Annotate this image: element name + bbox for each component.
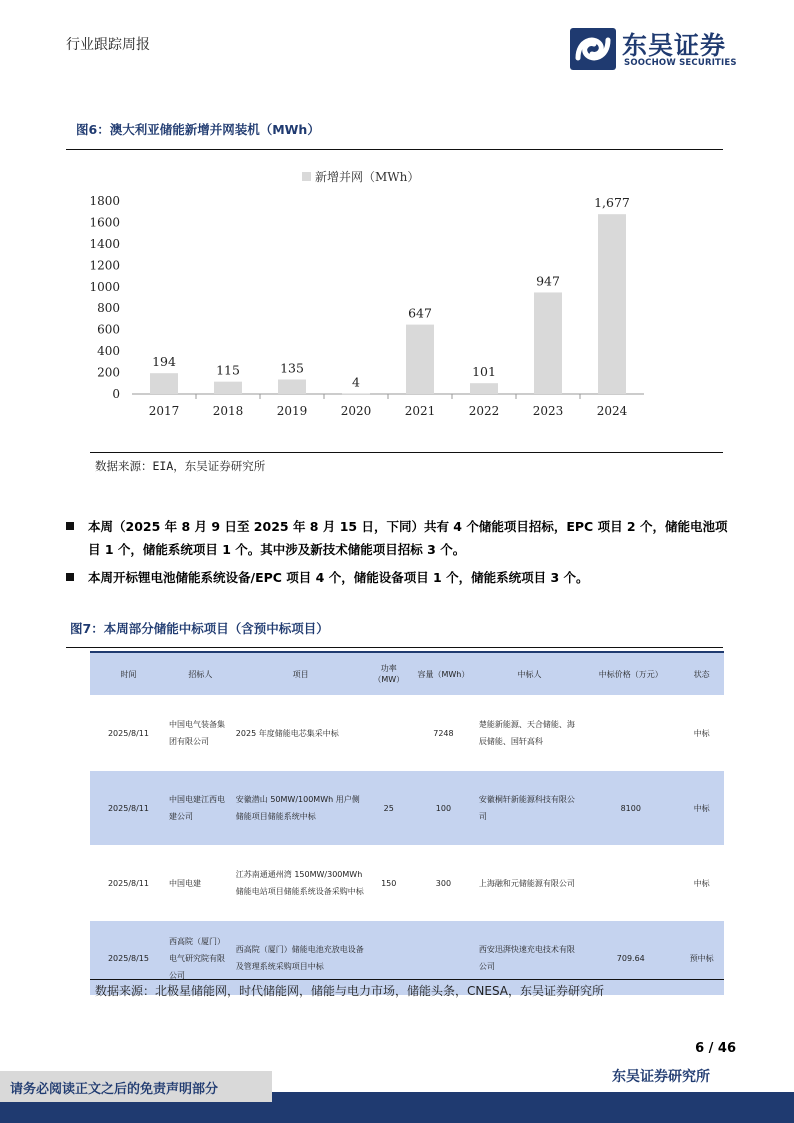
x-tick-label: 2020	[340, 404, 372, 418]
bullet-square-icon	[66, 573, 74, 581]
bar-value-label: 1,677	[594, 195, 630, 211]
figure7-source: 数据来源：北极星储能网，时代储能网，储能与电力市场，储能头条，CNESA，东吴证券研究所	[95, 984, 604, 998]
cell-date: 2025/8/11	[90, 771, 167, 846]
bar-value-label: 101	[472, 364, 496, 380]
cell-power: 25	[367, 771, 410, 846]
bar	[342, 394, 370, 395]
logo-text-cn: 东吴证券	[622, 31, 727, 60]
cell-project: 西高院（厦门）储能电池充放电设备及管理系统采购项目中标	[234, 921, 368, 996]
y-tick-label: 1200	[89, 258, 120, 273]
cell-capacity: 7248	[410, 696, 477, 771]
cell-status: 中标	[679, 771, 724, 846]
x-tick-label: 2024	[596, 404, 628, 418]
legend-swatch	[302, 172, 311, 181]
cell-date: 2025/8/15	[90, 921, 167, 996]
cell-date: 2025/8/11	[90, 846, 167, 921]
cell-tenderer: 中国电建	[167, 846, 234, 921]
cell-winner: 西安迅湃快速充电技术有限公司	[477, 921, 582, 996]
disclaimer-note	[0, 1071, 272, 1102]
y-tick-label: 0	[112, 387, 120, 401]
figure7-title: 图7：本周部分储能中标项目（含预中标项目）	[70, 621, 329, 636]
report-type-label: 行业跟踪周报	[66, 37, 150, 53]
col-header-winner: 中标人	[477, 652, 582, 696]
x-tick-label: 2023	[532, 404, 564, 418]
bar	[406, 325, 434, 394]
logo-mark-icon	[570, 28, 616, 70]
cell-price	[582, 696, 679, 771]
bar-value-label: 135	[280, 360, 304, 376]
figure7-top-rule	[66, 647, 723, 648]
bar	[470, 383, 498, 394]
y-tick-label: 400	[97, 344, 120, 359]
bar-value-label: 115	[216, 362, 240, 378]
cell-winner: 楚能新能源、天合储能、海辰储能、国轩高科	[477, 696, 582, 771]
cell-winner: 安徽桐轩新能源科技有限公司	[477, 771, 582, 846]
bar	[598, 214, 626, 394]
bullet-text: 本周（2025 年 8 月 9 日至 2025 年 8 月 15 日，下同）共有 4 个储能项目招标，EPC 项目 2 个，储能电池项目 1 个，储能系统项目 1 个。其中涉及新技术储能项目招标 3 个。	[88, 519, 728, 557]
cell-capacity: 300	[410, 846, 477, 921]
cell-tenderer: 中国电气装备集团有限公司	[167, 696, 234, 771]
logo-text-en: SOOCHOW SECURITIES	[624, 58, 737, 68]
table-header-row	[90, 652, 724, 696]
y-axis	[89, 194, 120, 401]
x-tick-label: 2019	[276, 404, 308, 418]
cell-status: 预中标	[679, 921, 724, 996]
bar-value-label: 647	[408, 305, 432, 321]
y-tick-label: 1400	[89, 236, 120, 251]
col-header-project: 项目	[234, 652, 368, 696]
col-header-status: 状态	[679, 652, 724, 696]
y-tick-label: 600	[97, 322, 120, 337]
cell-project: 江苏南通通州湾 150MW/300MWh 储能电站项目储能系统设备采购中标	[234, 846, 368, 921]
cell-winner: 上海融和元储能源有限公司	[477, 846, 582, 921]
bar	[278, 380, 306, 394]
figure6-title: 图6：澳大利亚储能新增并网装机（MWh）	[76, 122, 320, 137]
figure6-bottom-rule	[90, 452, 723, 453]
figure6-bar-chart	[66, 160, 723, 425]
col-header-price: 中标价格（万元）	[582, 652, 679, 696]
bar-value-label: 4	[352, 374, 360, 390]
bullet-paragraph-2	[66, 566, 728, 589]
bar-value-label: 194	[152, 354, 176, 370]
figure7-bottom-rule	[90, 979, 724, 980]
cell-price: 8100	[582, 771, 679, 846]
x-axis	[132, 394, 644, 418]
cell-price	[582, 846, 679, 921]
table-row	[90, 696, 724, 771]
figure6-source: 数据来源：EIA，东吴证券研究所	[95, 459, 266, 473]
bar-series	[150, 195, 630, 394]
x-tick-label: 2021	[404, 404, 436, 418]
cell-date: 2025/8/11	[90, 696, 167, 771]
y-tick-label: 200	[97, 365, 120, 380]
col-header-tenderer: 招标人	[167, 652, 234, 696]
figure6-top-rule	[66, 149, 723, 150]
page-number: 6 / 46	[695, 1041, 736, 1056]
col-header-date: 时间	[90, 652, 167, 696]
legend-label: 新增并网（MWh）	[315, 170, 420, 184]
cell-power	[367, 696, 410, 771]
company-logo	[570, 26, 740, 72]
footer-institute: 东吴证券研究所	[612, 1069, 710, 1085]
cell-status: 中标	[679, 696, 724, 771]
y-tick-label: 1000	[89, 279, 120, 294]
cell-tenderer: 中国电建江西电建公司	[167, 771, 234, 846]
bar	[214, 382, 242, 394]
cell-price: 709.64	[582, 921, 679, 996]
bullet-paragraph-1	[66, 515, 728, 561]
bullet-square-icon	[66, 522, 74, 530]
cell-tenderer: 西高院（厦门）电气研究院有限公司	[167, 921, 234, 996]
x-tick-label: 2017	[148, 404, 180, 418]
disclaimer-note-text: 请务必阅读正文之后的免责声明部分	[10, 1082, 219, 1097]
cell-project: 安徽潜山 50MW/100MWh 用户侧储能项目储能系统中标	[234, 771, 368, 846]
x-tick-label: 2018	[212, 404, 244, 418]
y-tick-label: 800	[97, 301, 120, 316]
bar	[534, 292, 562, 394]
y-tick-label: 1600	[89, 215, 120, 230]
x-tick-label: 2022	[468, 404, 500, 418]
col-header-capacity: 容量（MWh）	[410, 652, 477, 696]
table-row	[90, 846, 724, 921]
col-header-power: 功率（MW）	[367, 652, 410, 696]
table-row	[90, 771, 724, 846]
cell-status: 中标	[679, 846, 724, 921]
cell-power: 150	[367, 846, 410, 921]
bid-results-table	[90, 651, 724, 995]
bar-value-label: 947	[536, 273, 560, 289]
y-tick-label: 1800	[89, 194, 120, 208]
chart-legend	[302, 170, 419, 184]
bullet-text: 本周开标锂电池储能系统设备/EPC 项目 4 个，储能设备项目 1 个，储能系统项目 3 个。	[88, 570, 589, 585]
bar	[150, 373, 178, 394]
cell-project: 2025 年度储能电芯集采中标	[234, 696, 368, 771]
cell-capacity: 100	[410, 771, 477, 846]
